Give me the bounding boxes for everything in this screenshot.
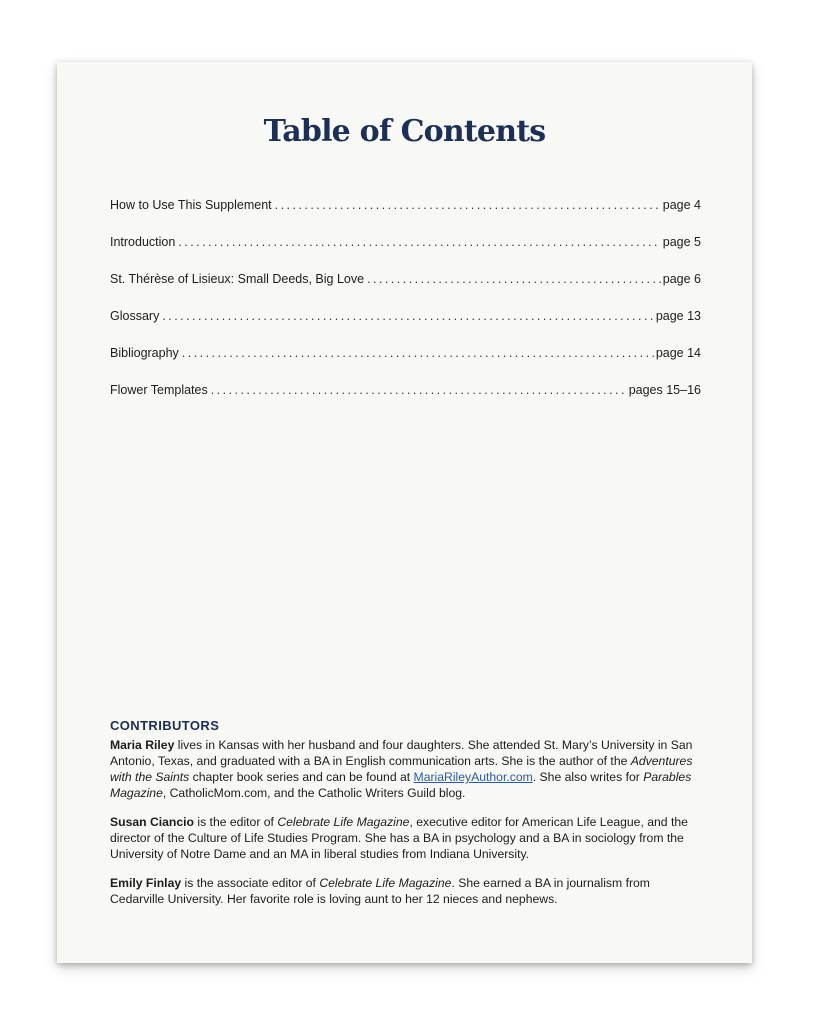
toc-entry — [110, 383, 701, 420]
toc-leader-dots — [182, 346, 654, 360]
toc-entry — [110, 346, 701, 383]
toc-entry — [110, 235, 701, 272]
toc-leader-dots — [275, 198, 661, 212]
toc-leader-dots — [367, 272, 661, 286]
toc-leader-dots — [162, 309, 653, 323]
toc-entry-label: Bibliography — [110, 346, 179, 360]
contributor-name: Maria Riley — [110, 738, 175, 752]
toc-entry-label: How to Use This Supplement — [110, 198, 272, 212]
toc-entry — [110, 272, 701, 309]
contributor-bio-susan-ciancio — [110, 814, 700, 862]
bio-text: . She earned a BA in journalism from Cedarville University. Her favorite role is loving aunt to her 12 nieces and nephews. — [110, 876, 650, 906]
bio-text: . She also writes for — [532, 770, 644, 784]
contributor-name: Susan Ciancio — [110, 815, 194, 829]
magazine-title: Parables Magazine — [110, 770, 692, 800]
bio-text: is the editor of — [193, 815, 278, 829]
bio-text: lives in Kansas with her husband and four daughters. She attended St. Mary’s University in San Antonio, Texas, and graduated with a BA in English communication arts. She is the author of the — [110, 738, 693, 768]
bio-text: chapter book series and can be found at — [189, 770, 414, 784]
bio-text: is the associate editor of — [181, 876, 320, 890]
toc-entry-label: St. Thérèse of Lisieux: Small Deeds, Big Love — [110, 272, 365, 286]
contributor-bio-emily-finlay — [110, 875, 700, 907]
toc-leader-dots — [211, 383, 627, 397]
contributor-name: Emily Finlay — [110, 876, 182, 890]
book-series-title: Adventures with the Saints — [110, 754, 693, 784]
toc-entry-page: page 6 — [662, 272, 701, 286]
magazine-title: Celebrate Life Magazine — [319, 876, 452, 890]
toc-entry — [110, 198, 701, 235]
toc-entry-page: page 13 — [655, 309, 701, 323]
table-of-contents — [110, 198, 701, 420]
contributor-bio-maria-riley — [110, 737, 700, 801]
toc-entry-page: page 14 — [655, 346, 701, 360]
toc-leader-dots — [178, 235, 660, 249]
bio-text: , CatholicMom.com, and the Catholic Writers Guild blog. — [162, 786, 466, 800]
contributors-section — [110, 718, 700, 920]
toc-entry-page: page 5 — [662, 235, 701, 249]
toc-entry-page: page 4 — [662, 198, 701, 212]
toc-entry-page: pages 15–16 — [628, 383, 701, 397]
toc-entry — [110, 309, 701, 346]
magazine-title: Celebrate Life Magazine — [277, 815, 410, 829]
author-website-link[interactable]: MariaRileyAuthor.com — [413, 770, 533, 784]
toc-entry-label: Flower Templates — [110, 383, 208, 397]
toc-entry-label: Introduction — [110, 235, 176, 249]
contributors-heading: CONTRIBUTORS — [110, 718, 220, 733]
toc-entry-label: Glossary — [110, 309, 160, 323]
document-page — [57, 62, 752, 963]
page-title: Table of Contents — [263, 114, 546, 149]
bio-text: , executive editor for American Life League, and the director of the Culture of Life Studies Program. She has a BA in psychology and a BA in sociology from the University of Notre Dame and an MA in liberal studies from Indiana University. — [110, 815, 688, 861]
